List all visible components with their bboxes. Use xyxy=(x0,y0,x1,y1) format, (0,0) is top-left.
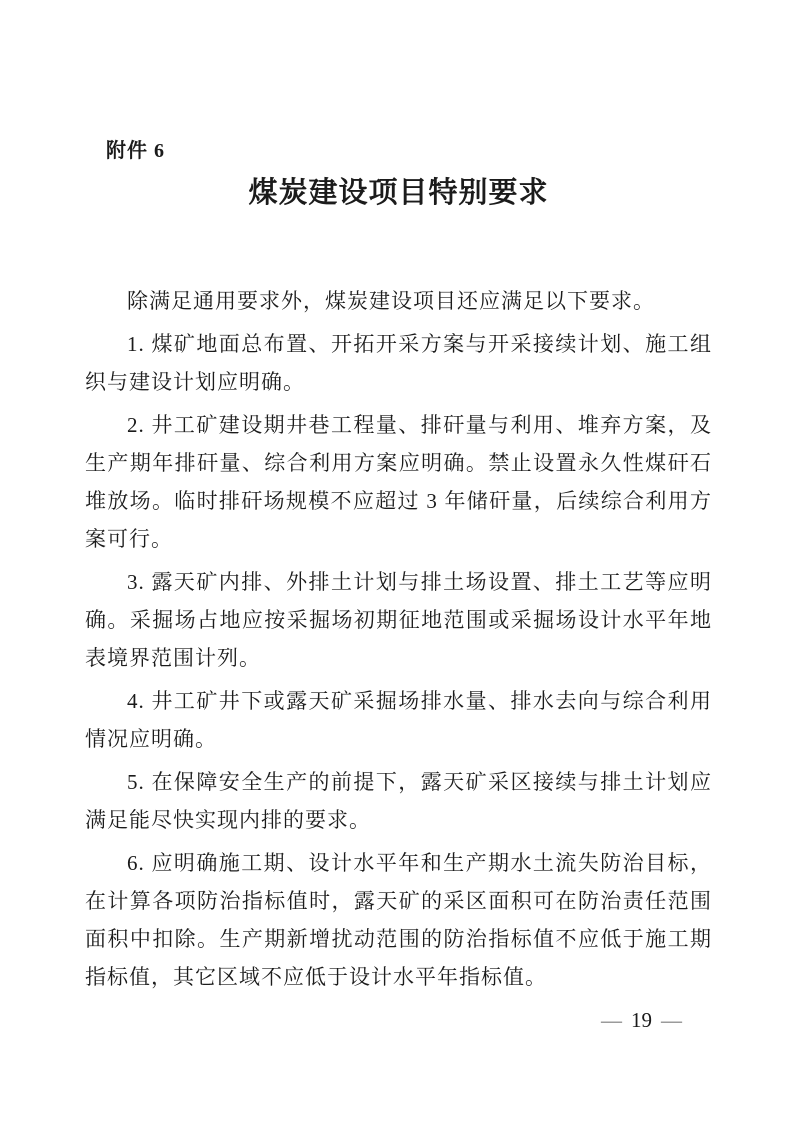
page-number: 19 xyxy=(631,1008,652,1032)
document-title: 煤炭建设项目特别要求 xyxy=(248,177,549,209)
document-body xyxy=(85,282,712,996)
paragraph-item-5: 5. 在保障安全生产的前提下，露天矿采区接续与排土计划应满足能尽快实现内排的要求。 xyxy=(85,770,712,832)
attachment-label: 附件 6 xyxy=(106,140,165,162)
paragraph-item-1: 1. 煤矿地面总布置、开拓开采方案与开采接续计划、施工组织与建设计划应明确。 xyxy=(85,332,712,394)
paragraph-item-3: 3. 露天矿内排、外排土计划与排土场设置、排土工艺等应明确。采掘场占地应按采掘场初期征地范围或采掘场设计水平年地表境界范围计列。 xyxy=(85,570,712,670)
page-number-dash-left: — xyxy=(601,1008,622,1032)
paragraph-item-2: 2. 井工矿建设期井巷工程量、排矸量与利用、堆弃方案，及生产期年排矸量、综合利用方案应明确。禁止设置永久性煤矸石堆放场。临时排矸场规模不应超过 3 年储矸量，后续综合利用方案可行。 xyxy=(85,413,712,551)
paragraph-intro: 除满足通用要求外，煤炭建设项目还应满足以下要求。 xyxy=(127,289,655,313)
paragraph-item-6: 6. 应明确施工期、设计水平年和生产期水土流失防治目标，在计算各项防治指标值时，露天矿的采区面积可在防治责任范围面积中扣除。生产期新增扰动范围的防治指标值不应低于施工期指标值，其它区域不应低于设计水平年指标值。 xyxy=(85,851,712,989)
page-footer xyxy=(85,1008,682,1032)
page-number-dash-right: — xyxy=(661,1008,682,1032)
paragraph-item-4: 4. 井工矿井下或露天矿采掘场排水量、排水去向与综合利用情况应明确。 xyxy=(85,689,712,751)
